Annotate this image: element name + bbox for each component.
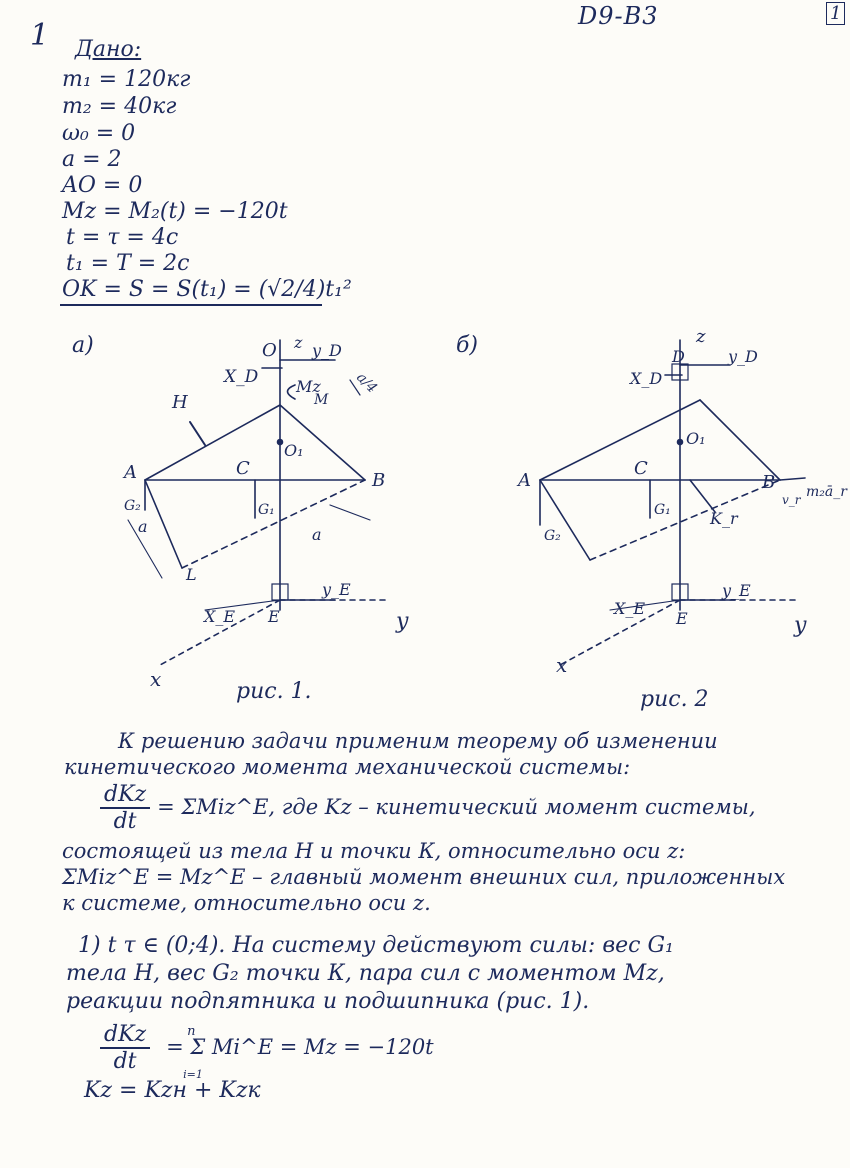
case-line: 1) t τ ∈ (0;4). На систему действуют силы: вес G₁ — [78, 933, 674, 958]
solution-line: ΣMiz^E = Mz^E – главный момент внешних сил, приложенных — [62, 865, 786, 889]
fig1-label: E — [268, 607, 280, 626]
given-line: ω₀ = 0 — [62, 121, 136, 146]
page-number: 1 — [826, 2, 845, 25]
given-line: t = τ = 4с — [66, 225, 179, 250]
fig1-label: O₁ — [284, 441, 304, 460]
theorem-rest: = ΣMiz^E, где Kz – кинетический момент системы, — [157, 795, 756, 819]
fig2-label: G₁ — [654, 502, 671, 518]
derivative-fraction — [100, 782, 150, 834]
fig2-caption: рис. 2 — [640, 687, 709, 712]
fraction-numerator: dKz — [100, 782, 150, 809]
fig2-label: z — [696, 326, 706, 347]
fig1-label: M — [314, 392, 329, 408]
given-line: m₁ = 120кг — [62, 67, 191, 92]
fig1-label: a — [138, 517, 148, 536]
sum-upper: n — [187, 1024, 196, 1039]
fig1-label: Mz — [296, 377, 321, 396]
fig2-label: D — [672, 347, 685, 366]
fig2-label: y — [794, 613, 807, 638]
fig2-label: X_E — [614, 599, 646, 618]
fig2-label: m₂ā_r — [806, 484, 847, 500]
fig1-label: O — [262, 340, 277, 361]
fig1-label: L — [186, 565, 197, 584]
fig1-label: X_D — [224, 367, 259, 387]
given-line: AO = 0 — [62, 173, 143, 198]
fig1-label: a/4 — [353, 369, 381, 397]
sum-lower: i=1 — [183, 1068, 203, 1081]
fig1-label: B — [372, 470, 386, 491]
fig1-panel-label: а) — [72, 333, 94, 358]
solution-line: К решению задачи применим теорему об изменении — [118, 729, 718, 753]
given-line: Mz = M₂(t) = −120t — [62, 199, 288, 224]
solution-line: состоящей из тела Н и точки К, относительно оси z: — [62, 839, 686, 863]
fig1-label: y — [396, 609, 409, 634]
fraction-denominator: dt — [113, 1049, 137, 1074]
fig2-label: C — [634, 458, 648, 479]
fig1-label: A — [124, 462, 137, 483]
given-line: t₁ = T = 2с — [66, 251, 190, 276]
fig1-label: G₂ — [124, 498, 141, 514]
theorem-equation — [100, 782, 756, 834]
fig2-label: X_D — [630, 369, 663, 388]
fig1-label: X_E — [204, 607, 236, 626]
case-line: тела Н, вес G₂ точки К, пара сил с моментом Mz, — [66, 961, 665, 986]
given-line: OK = S = S(t₁) = (√2/4)t₁² — [62, 277, 352, 302]
fig2-label: B — [762, 472, 776, 493]
solution-line: к системе, относительно оси z. — [62, 891, 431, 915]
fig2-label: y_D — [728, 347, 758, 366]
fig1-label: G₁ — [258, 502, 275, 518]
fig2-label: v_r — [782, 493, 801, 507]
fig2-label: G₂ — [544, 528, 561, 544]
moment-rest: = Σ Mi^E = Mz = −120t — [166, 1035, 434, 1059]
solution-line: кинетического момента механической системы: — [64, 755, 631, 779]
fraction-denominator: dt — [113, 809, 137, 834]
given-title: Дано: — [75, 37, 142, 62]
given-line: m₂ = 40кг — [62, 94, 177, 119]
fig1-label: z — [294, 333, 303, 352]
fig2-label: A — [518, 470, 531, 491]
derivative-fraction — [100, 1022, 150, 1074]
fig1-label: x — [150, 667, 162, 691]
fig1-label: H — [172, 392, 188, 413]
fig1-label: y_D — [312, 341, 342, 360]
given-line: a = 2 — [62, 147, 122, 172]
fig1-label: a — [312, 525, 322, 544]
fig1-label: C — [236, 458, 250, 479]
fraction-numerator: dKz — [100, 1022, 150, 1049]
case-line: реакции подпятника и подшипника (рис. 1). — [66, 989, 590, 1014]
fig2-label: x — [556, 653, 568, 677]
fig1-caption: рис. 1. — [236, 679, 312, 704]
fig2-label: E — [676, 609, 688, 628]
moment-equation — [100, 1022, 434, 1081]
margin-mark: 1 — [30, 18, 50, 53]
fig2-label: O₁ — [686, 429, 706, 448]
variant-code: D9-B3 — [578, 2, 659, 30]
fig2-label: K_r — [710, 509, 738, 528]
fig1-label: y_E — [322, 580, 351, 599]
fig2-panel-label: б) — [456, 333, 479, 358]
figure-2-drawing — [540, 340, 805, 665]
fig2-label: y_E — [722, 581, 751, 600]
kinetic-moment-sum: Kz = Kzн + Kzк — [84, 1078, 261, 1103]
